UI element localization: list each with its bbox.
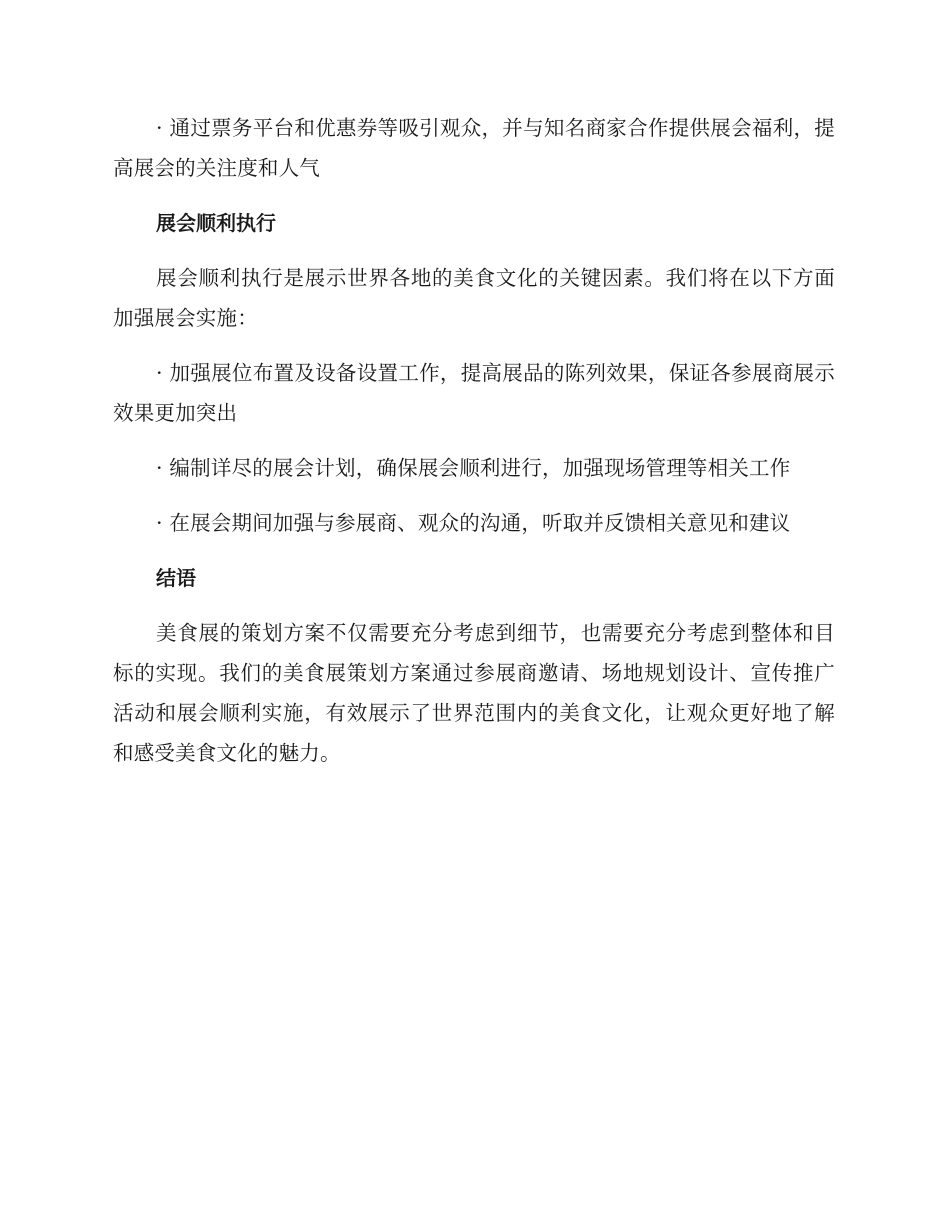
- paragraph-execution-intro: 展会顺利执行是展示世界各地的美食文化的关键因素。我们将在以下方面加强展会实施：: [113, 266, 835, 330]
- section-heading-conclusion: 结语: [156, 566, 196, 590]
- document-page: [113, 108, 835, 788]
- paragraph-conclusion: 美食展的策划方案不仅需要充分考虑到细节，也需要充分考虑到整体和目标的实现。我们的美食展策划方案通过参展商邀请、场地规划设计、宣传推广活动和展会顺利实施，有效展示了世界范围内的美食文化，让观众更好地了解和感受美食文化的魅力。: [113, 621, 835, 765]
- bullet-booth-layout: · 加强展位布置及设备设置工作，提高展品的陈列效果，保证各参展商展示效果更加突出: [113, 361, 835, 425]
- bullet-exhibition-plan: · 编制详尽的展会计划，确保展会顺利进行，加强现场管理等相关工作: [156, 456, 791, 480]
- bullet-communication: · 在展会期间加强与参展商、观众的沟通，听取并反馈相关意见和建议: [156, 511, 791, 535]
- bullet-ticketing-promotion: · 通过票务平台和优惠券等吸引观众，并与知名商家合作提供展会福利，提高展会的关注度和人气: [113, 116, 835, 180]
- section-heading-execution: 展会顺利执行: [156, 211, 276, 235]
